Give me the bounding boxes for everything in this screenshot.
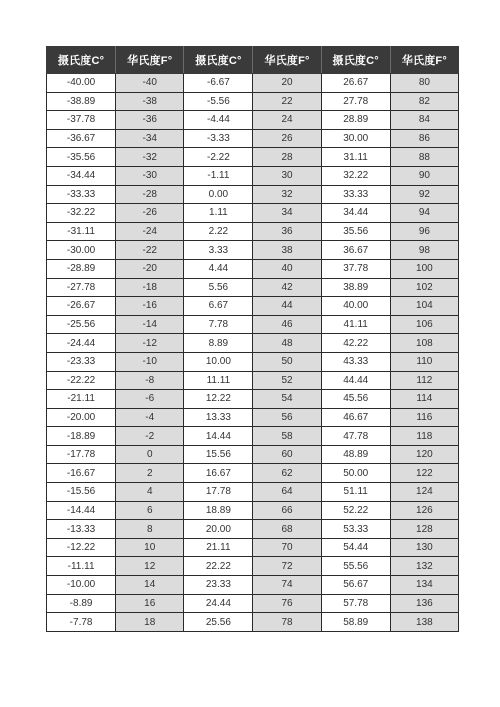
celsius-cell: 50.00 <box>321 464 390 483</box>
celsius-cell: -21.11 <box>47 390 116 409</box>
celsius-cell: 28.89 <box>321 111 390 130</box>
table-row <box>47 427 459 446</box>
table-row <box>47 445 459 464</box>
celsius-cell: 7.78 <box>184 315 253 334</box>
celsius-cell: 48.89 <box>321 445 390 464</box>
fahrenheit-cell: 56 <box>253 408 321 427</box>
table-row <box>47 259 459 278</box>
fahrenheit-cell: 120 <box>390 445 458 464</box>
fahrenheit-cell: -4 <box>116 408 184 427</box>
celsius-cell: 41.11 <box>321 315 390 334</box>
fahrenheit-cell: 58 <box>253 427 321 446</box>
fahrenheit-cell: 88 <box>390 148 458 167</box>
celsius-cell: 4.44 <box>184 259 253 278</box>
fahrenheit-cell: 52 <box>253 371 321 390</box>
celsius-cell: 43.33 <box>321 352 390 371</box>
table-row <box>47 352 459 371</box>
celsius-cell: -20.00 <box>47 408 116 427</box>
fahrenheit-cell: 136 <box>390 594 458 613</box>
celsius-cell: 31.11 <box>321 148 390 167</box>
fahrenheit-cell: 18 <box>116 613 184 632</box>
table-row <box>47 576 459 595</box>
fahrenheit-cell: 50 <box>253 352 321 371</box>
fahrenheit-cell: 6 <box>116 501 184 520</box>
table-row <box>47 129 459 148</box>
fahrenheit-cell: -10 <box>116 352 184 371</box>
celsius-cell: -15.56 <box>47 483 116 502</box>
fahrenheit-cell: 104 <box>390 297 458 316</box>
header-fahrenheit-1: 华氏度F° <box>116 47 184 74</box>
fahrenheit-cell: -32 <box>116 148 184 167</box>
celsius-cell: 18.89 <box>184 501 253 520</box>
celsius-cell: -11.11 <box>47 557 116 576</box>
celsius-cell: -35.56 <box>47 148 116 167</box>
celsius-cell: 12.22 <box>184 390 253 409</box>
table-row <box>47 501 459 520</box>
celsius-cell: 5.56 <box>184 278 253 297</box>
celsius-cell: 51.11 <box>321 483 390 502</box>
celsius-cell: 54.44 <box>321 538 390 557</box>
table-row <box>47 557 459 576</box>
table-row <box>47 390 459 409</box>
fahrenheit-cell: 34 <box>253 204 321 223</box>
celsius-cell: 10.00 <box>184 352 253 371</box>
celsius-cell: 26.67 <box>321 74 390 93</box>
celsius-cell: -16.67 <box>47 464 116 483</box>
celsius-cell: 42.22 <box>321 334 390 353</box>
fahrenheit-cell: 98 <box>390 241 458 260</box>
celsius-cell: 45.56 <box>321 390 390 409</box>
celsius-cell: -3.33 <box>184 129 253 148</box>
fahrenheit-cell: -12 <box>116 334 184 353</box>
celsius-cell: 35.56 <box>321 222 390 241</box>
fahrenheit-cell: 54 <box>253 390 321 409</box>
celsius-cell: 52.22 <box>321 501 390 520</box>
celsius-cell: -12.22 <box>47 538 116 557</box>
celsius-cell: -28.89 <box>47 259 116 278</box>
celsius-cell: 58.89 <box>321 613 390 632</box>
fahrenheit-cell: 68 <box>253 520 321 539</box>
fahrenheit-cell: 62 <box>253 464 321 483</box>
fahrenheit-cell: -36 <box>116 111 184 130</box>
fahrenheit-cell: 24 <box>253 111 321 130</box>
fahrenheit-cell: 124 <box>390 483 458 502</box>
celsius-cell: 37.78 <box>321 259 390 278</box>
fahrenheit-cell: 72 <box>253 557 321 576</box>
celsius-cell: 16.67 <box>184 464 253 483</box>
celsius-cell: 15.56 <box>184 445 253 464</box>
fahrenheit-cell: 64 <box>253 483 321 502</box>
table-row <box>47 297 459 316</box>
fahrenheit-cell: 20 <box>253 74 321 93</box>
celsius-cell: 14.44 <box>184 427 253 446</box>
fahrenheit-cell: 70 <box>253 538 321 557</box>
fahrenheit-cell: 0 <box>116 445 184 464</box>
fahrenheit-cell: 42 <box>253 278 321 297</box>
table-row <box>47 185 459 204</box>
celsius-cell: 21.11 <box>184 538 253 557</box>
celsius-cell: -17.78 <box>47 445 116 464</box>
celsius-cell: 13.33 <box>184 408 253 427</box>
fahrenheit-cell: 46 <box>253 315 321 334</box>
celsius-cell: 22.22 <box>184 557 253 576</box>
table-body <box>47 74 459 632</box>
fahrenheit-cell: 138 <box>390 613 458 632</box>
fahrenheit-cell: 36 <box>253 222 321 241</box>
table-row <box>47 464 459 483</box>
fahrenheit-cell: 82 <box>390 92 458 111</box>
celsius-cell: 53.33 <box>321 520 390 539</box>
celsius-cell: 8.89 <box>184 334 253 353</box>
celsius-cell: -26.67 <box>47 297 116 316</box>
celsius-cell: -32.22 <box>47 204 116 223</box>
fahrenheit-cell: 128 <box>390 520 458 539</box>
fahrenheit-cell: 96 <box>390 222 458 241</box>
table-row <box>47 166 459 185</box>
table-row <box>47 594 459 613</box>
fahrenheit-cell: 118 <box>390 427 458 446</box>
fahrenheit-cell: 40 <box>253 259 321 278</box>
celsius-cell: -13.33 <box>47 520 116 539</box>
celsius-cell: 40.00 <box>321 297 390 316</box>
fahrenheit-cell: 16 <box>116 594 184 613</box>
fahrenheit-cell: 86 <box>390 129 458 148</box>
fahrenheit-cell: 2 <box>116 464 184 483</box>
table-row <box>47 92 459 111</box>
celsius-cell: -40.00 <box>47 74 116 93</box>
fahrenheit-cell: 32 <box>253 185 321 204</box>
fahrenheit-cell: 110 <box>390 352 458 371</box>
celsius-cell: 44.44 <box>321 371 390 390</box>
table-row <box>47 111 459 130</box>
celsius-cell: -30.00 <box>47 241 116 260</box>
fahrenheit-cell: 78 <box>253 613 321 632</box>
fahrenheit-cell: -28 <box>116 185 184 204</box>
celsius-cell: 56.67 <box>321 576 390 595</box>
fahrenheit-cell: 92 <box>390 185 458 204</box>
table-row <box>47 538 459 557</box>
celsius-cell: -5.56 <box>184 92 253 111</box>
header-fahrenheit-3: 华氏度F° <box>390 47 458 74</box>
fahrenheit-cell: 8 <box>116 520 184 539</box>
celsius-cell: 46.67 <box>321 408 390 427</box>
celsius-cell: -33.33 <box>47 185 116 204</box>
celsius-cell: 25.56 <box>184 613 253 632</box>
fahrenheit-cell: 48 <box>253 334 321 353</box>
table-row <box>47 520 459 539</box>
celsius-cell: 11.11 <box>184 371 253 390</box>
table-row <box>47 241 459 260</box>
fahrenheit-cell: 76 <box>253 594 321 613</box>
table-row <box>47 204 459 223</box>
header-celsius-2: 摄氏度C° <box>184 47 253 74</box>
celsius-cell: -10.00 <box>47 576 116 595</box>
header-row <box>47 47 459 74</box>
fahrenheit-cell: 106 <box>390 315 458 334</box>
table-row <box>47 315 459 334</box>
fahrenheit-cell: 114 <box>390 390 458 409</box>
celsius-cell: -18.89 <box>47 427 116 446</box>
celsius-cell: 36.67 <box>321 241 390 260</box>
fahrenheit-cell: -6 <box>116 390 184 409</box>
table-row <box>47 278 459 297</box>
table-header <box>47 47 459 74</box>
celsius-cell: -37.78 <box>47 111 116 130</box>
fahrenheit-cell: -38 <box>116 92 184 111</box>
fahrenheit-cell: 126 <box>390 501 458 520</box>
table-row <box>47 222 459 241</box>
fahrenheit-cell: 94 <box>390 204 458 223</box>
fahrenheit-cell: 28 <box>253 148 321 167</box>
celsius-cell: 33.33 <box>321 185 390 204</box>
celsius-cell: -38.89 <box>47 92 116 111</box>
celsius-cell: 0.00 <box>184 185 253 204</box>
celsius-cell: 2.22 <box>184 222 253 241</box>
celsius-cell: 32.22 <box>321 166 390 185</box>
fahrenheit-cell: -20 <box>116 259 184 278</box>
header-fahrenheit-2: 华氏度F° <box>253 47 321 74</box>
fahrenheit-cell: 74 <box>253 576 321 595</box>
celsius-cell: 47.78 <box>321 427 390 446</box>
celsius-cell: -25.56 <box>47 315 116 334</box>
celsius-cell: -36.67 <box>47 129 116 148</box>
fahrenheit-cell: -16 <box>116 297 184 316</box>
celsius-cell: -23.33 <box>47 352 116 371</box>
table-row <box>47 408 459 427</box>
header-celsius-3: 摄氏度C° <box>321 47 390 74</box>
fahrenheit-cell: -26 <box>116 204 184 223</box>
celsius-cell: -2.22 <box>184 148 253 167</box>
fahrenheit-cell: 4 <box>116 483 184 502</box>
fahrenheit-cell: 102 <box>390 278 458 297</box>
fahrenheit-cell: 14 <box>116 576 184 595</box>
celsius-cell: 34.44 <box>321 204 390 223</box>
fahrenheit-cell: -24 <box>116 222 184 241</box>
fahrenheit-cell: -40 <box>116 74 184 93</box>
celsius-cell: 6.67 <box>184 297 253 316</box>
fahrenheit-cell: 30 <box>253 166 321 185</box>
table-row <box>47 148 459 167</box>
table-row <box>47 74 459 93</box>
celsius-cell: 38.89 <box>321 278 390 297</box>
celsius-cell: 55.56 <box>321 557 390 576</box>
fahrenheit-cell: 132 <box>390 557 458 576</box>
fahrenheit-cell: 44 <box>253 297 321 316</box>
fahrenheit-cell: 116 <box>390 408 458 427</box>
fahrenheit-cell: 60 <box>253 445 321 464</box>
fahrenheit-cell: -34 <box>116 129 184 148</box>
table-row <box>47 334 459 353</box>
fahrenheit-cell: 108 <box>390 334 458 353</box>
celsius-cell: 3.33 <box>184 241 253 260</box>
celsius-cell: 20.00 <box>184 520 253 539</box>
fahrenheit-cell: 130 <box>390 538 458 557</box>
fahrenheit-cell: -22 <box>116 241 184 260</box>
celsius-cell: -4.44 <box>184 111 253 130</box>
celsius-cell: -14.44 <box>47 501 116 520</box>
celsius-cell: -22.22 <box>47 371 116 390</box>
fahrenheit-cell: 38 <box>253 241 321 260</box>
celsius-cell: -6.67 <box>184 74 253 93</box>
table-row <box>47 371 459 390</box>
fahrenheit-cell: 134 <box>390 576 458 595</box>
fahrenheit-cell: 80 <box>390 74 458 93</box>
fahrenheit-cell: 90 <box>390 166 458 185</box>
fahrenheit-cell: -8 <box>116 371 184 390</box>
table-container <box>46 46 459 632</box>
fahrenheit-cell: 84 <box>390 111 458 130</box>
header-celsius-1: 摄氏度C° <box>47 47 116 74</box>
celsius-cell: 1.11 <box>184 204 253 223</box>
table-row <box>47 613 459 632</box>
fahrenheit-cell: 10 <box>116 538 184 557</box>
celsius-cell: 30.00 <box>321 129 390 148</box>
celsius-cell: 24.44 <box>184 594 253 613</box>
celsius-cell: -7.78 <box>47 613 116 632</box>
fahrenheit-cell: 100 <box>390 259 458 278</box>
fahrenheit-cell: 26 <box>253 129 321 148</box>
fahrenheit-cell: -14 <box>116 315 184 334</box>
celsius-cell: 17.78 <box>184 483 253 502</box>
fahrenheit-cell: 12 <box>116 557 184 576</box>
fahrenheit-cell: 22 <box>253 92 321 111</box>
table-row <box>47 483 459 502</box>
temperature-conversion-table <box>46 46 459 632</box>
fahrenheit-cell: 66 <box>253 501 321 520</box>
fahrenheit-cell: 112 <box>390 371 458 390</box>
fahrenheit-cell: -2 <box>116 427 184 446</box>
celsius-cell: -24.44 <box>47 334 116 353</box>
celsius-cell: 57.78 <box>321 594 390 613</box>
celsius-cell: -34.44 <box>47 166 116 185</box>
fahrenheit-cell: -30 <box>116 166 184 185</box>
fahrenheit-cell: 122 <box>390 464 458 483</box>
celsius-cell: -27.78 <box>47 278 116 297</box>
celsius-cell: -1.11 <box>184 166 253 185</box>
celsius-cell: 27.78 <box>321 92 390 111</box>
celsius-cell: -8.89 <box>47 594 116 613</box>
fahrenheit-cell: -18 <box>116 278 184 297</box>
celsius-cell: 23.33 <box>184 576 253 595</box>
celsius-cell: -31.11 <box>47 222 116 241</box>
